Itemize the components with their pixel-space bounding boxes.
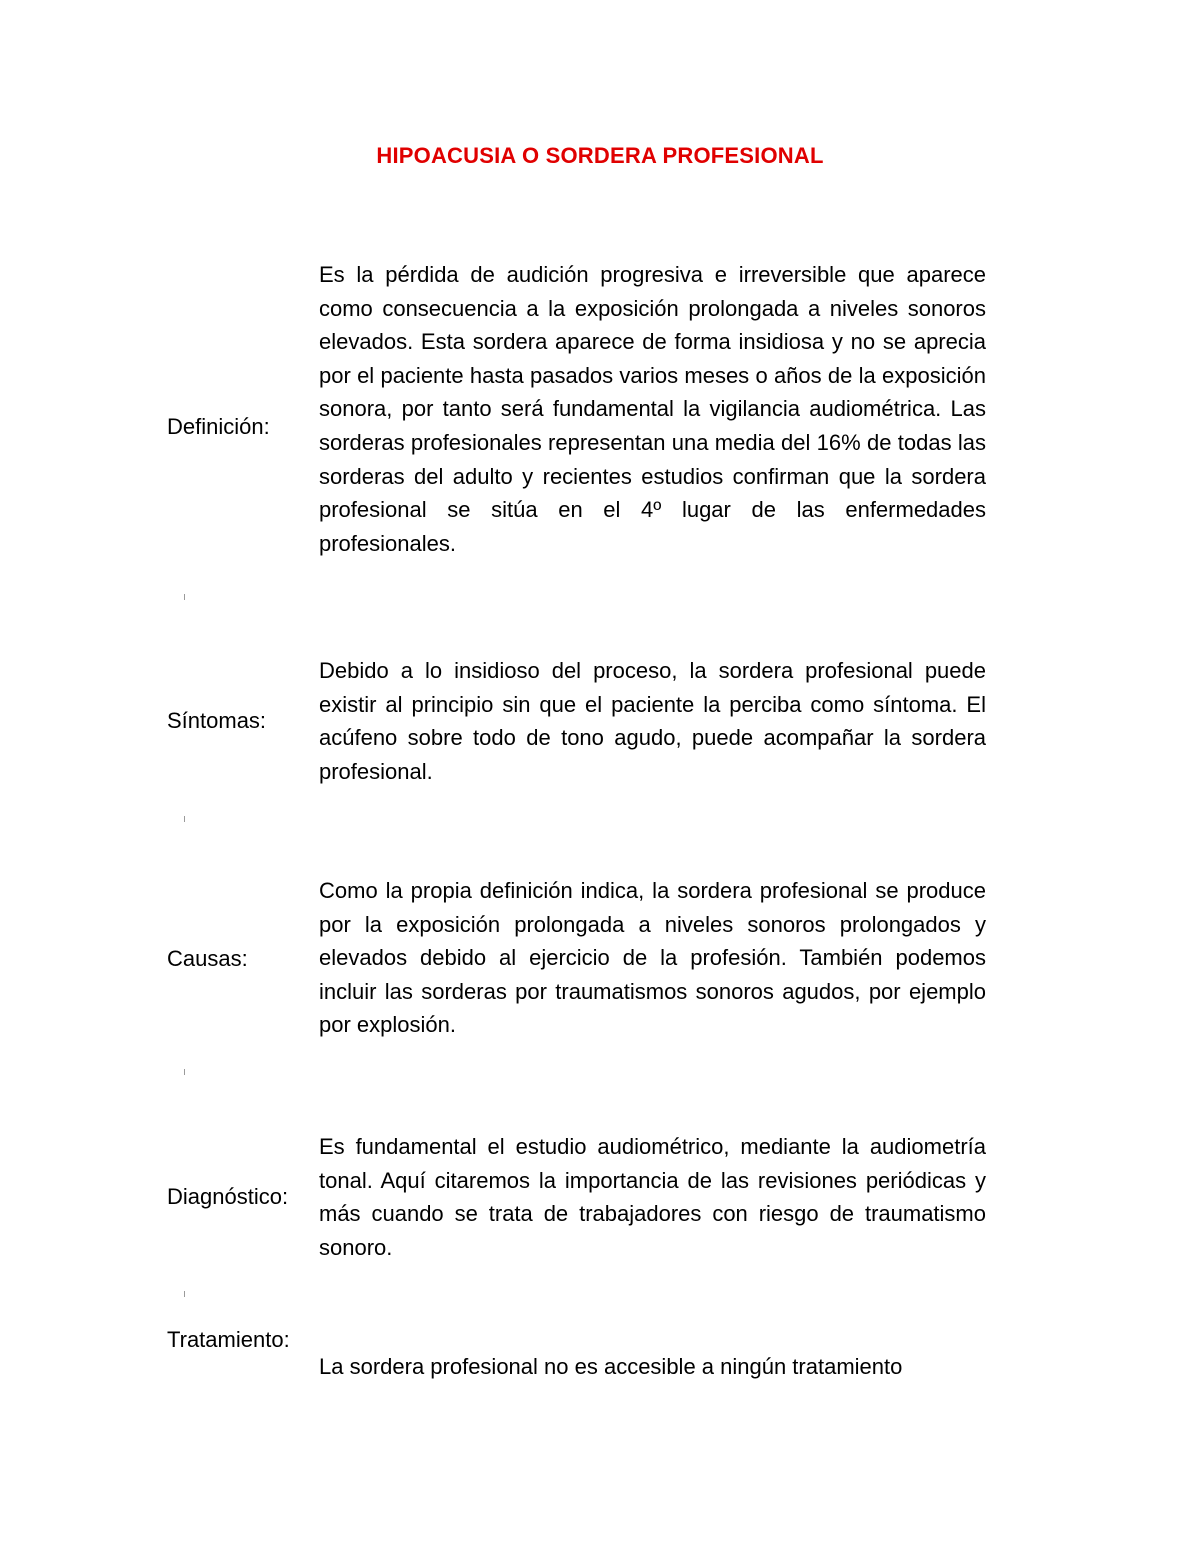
section-text-causas: Como la propia definición indica, la sordera profesional se produce por la exposición prolongada a niveles sonoros prolongados y elevados debido al ejercicio de la profesión. También podemos incluir las sorderas por traumatismos sonoros agudos, por ejemplo por explosión. bbox=[319, 878, 986, 1038]
section-text-definicion: Es la pérdida de audición progresiva e irreversible que aparece como consecuencia a la exposición prolongada a niveles sonoros elevados. Esta sordera aparece de forma insidiosa y no se aprecia por el paciente hasta pasados varios meses o años de la exposición sonora, por tanto será fundamental la vigilancia audiométrica. Las sorderas profesionales representan una media del 16% de todas las sorderas del adulto y recientes estudios confirman que la sordera profesional se sitúa en el 4º lugar de las enfermedades profesionales. bbox=[319, 262, 986, 556]
document-title: HIPOACUSIA O SORDERA PROFESIONAL bbox=[376, 143, 824, 168]
separator-mark bbox=[184, 1069, 185, 1075]
separator-mark bbox=[184, 816, 185, 822]
section-label-definicion: Definición: bbox=[167, 414, 270, 439]
separator-mark bbox=[184, 594, 185, 600]
section-label-tratamiento: Tratamiento: bbox=[167, 1327, 290, 1352]
section-text-sintomas: Debido a lo insidioso del proceso, la sordera profesional puede existir al principio sin que el paciente la perciba como síntoma. El acúfeno sobre todo de tono agudo, puede acompañar la sordera profesional. bbox=[319, 658, 986, 784]
section-label-diagnostico: Diagnóstico: bbox=[167, 1184, 289, 1209]
section-text-diagnostico: Es fundamental el estudio audiométrico, mediante la audiometría tonal. Aquí citaremos la importancia de las revisiones periódicas y más cuando se trata de trabajadores con riesgo de traumatismo sonoro. bbox=[319, 1134, 986, 1260]
section-text-tratamiento: La sordera profesional no es accesible a ningún tratamiento bbox=[319, 1354, 903, 1379]
separator-mark bbox=[184, 1291, 185, 1297]
section-label-sintomas: Síntomas: bbox=[167, 708, 267, 733]
section-label-causas: Causas: bbox=[167, 946, 248, 971]
